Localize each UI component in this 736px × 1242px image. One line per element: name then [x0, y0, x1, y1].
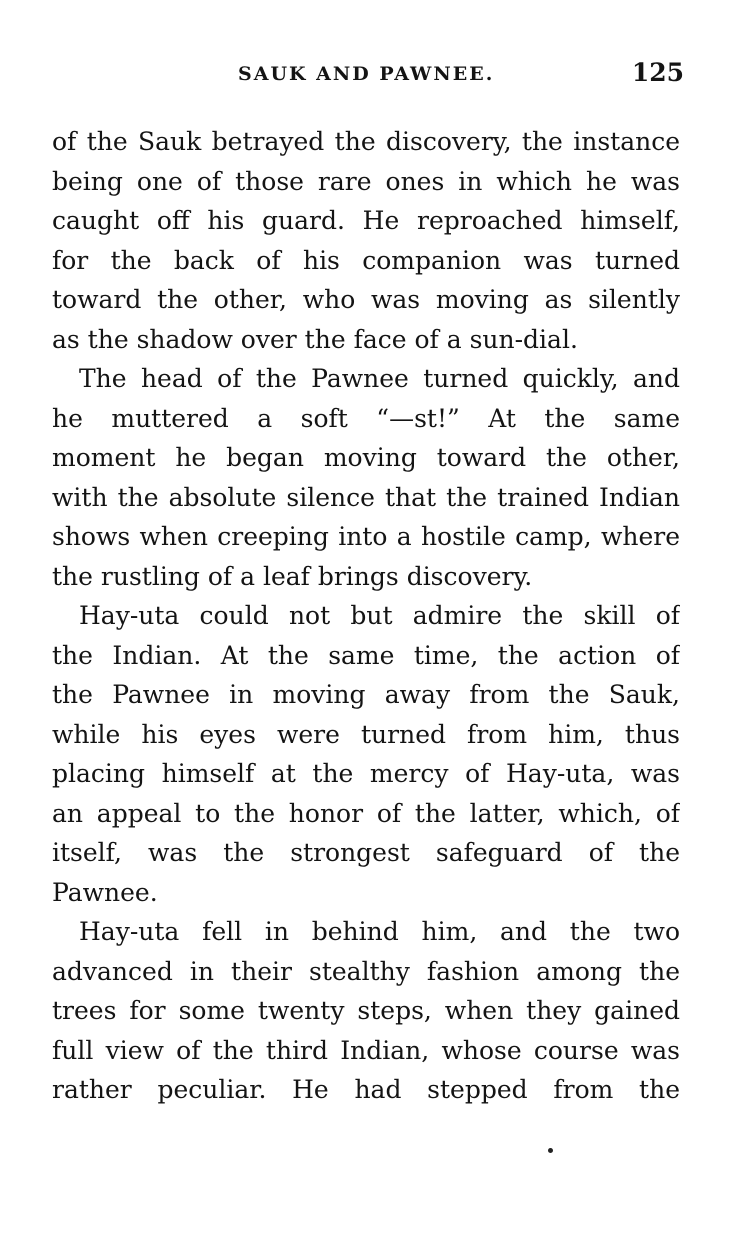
- text-line: caught off his guard. He reproached himself,: [52, 206, 680, 235]
- text-line: full view of the third Indian, whose course was: [52, 1035, 680, 1065]
- text-line: being one of those rare ones in which he was: [52, 166, 680, 196]
- text-line: the rustling of a leaf brings discovery.: [52, 561, 533, 591]
- text-line: with the absolute silence that the trained Indian: [52, 482, 680, 512]
- text-line: advanced in their stealthy fashion among the: [52, 956, 680, 986]
- ink-speck: [548, 1148, 553, 1153]
- text-line: Hay-uta fell in behind him, and the two: [79, 917, 680, 946]
- text-line: the Pawnee in moving away from the Sauk,: [52, 680, 680, 709]
- paragraph-2: [52, 359, 680, 596]
- text-line: Hay-uta could not but admire the skill of: [79, 601, 680, 630]
- text-line: itself, was the strongest safeguard of the: [52, 838, 680, 867]
- text-line: rather peculiar. He had stepped from the: [52, 1075, 680, 1104]
- paragraph-1: [52, 122, 680, 359]
- text-line: trees for some twenty steps, when they gained: [52, 996, 680, 1025]
- running-title: SAUK AND PAWNEE.: [238, 63, 495, 85]
- page-number: 125: [631, 58, 684, 87]
- text-line: shows when creeping into a hostile camp, where: [52, 522, 680, 551]
- text-line: Pawnee.: [52, 877, 158, 907]
- text-line: an appeal to the honor of the latter, which, of: [52, 798, 680, 828]
- text-line: The head of the Pawnee turned quickly, and: [79, 364, 680, 393]
- text-line: as the shadow over the face of a sun-dial.: [52, 324, 578, 354]
- paragraph-4: [52, 912, 680, 1110]
- text-line: toward the other, who was moving as silently: [52, 285, 680, 314]
- text-line: placing himself at the mercy of Hay-uta, was: [52, 759, 680, 788]
- text-line: the Indian. At the same time, the action of: [52, 640, 680, 670]
- text-line: moment he began moving toward the other,: [52, 443, 680, 472]
- text-line: while his eyes were turned from him, thus: [52, 719, 680, 749]
- text-line: for the back of his companion was turned: [52, 245, 680, 275]
- body-text: [52, 122, 680, 1110]
- paragraph-3: [52, 596, 680, 912]
- text-line: he muttered a soft “—st!” At the same: [52, 403, 680, 433]
- text-line: of the Sauk betrayed the discovery, the instance: [52, 127, 680, 156]
- running-head: [52, 58, 684, 90]
